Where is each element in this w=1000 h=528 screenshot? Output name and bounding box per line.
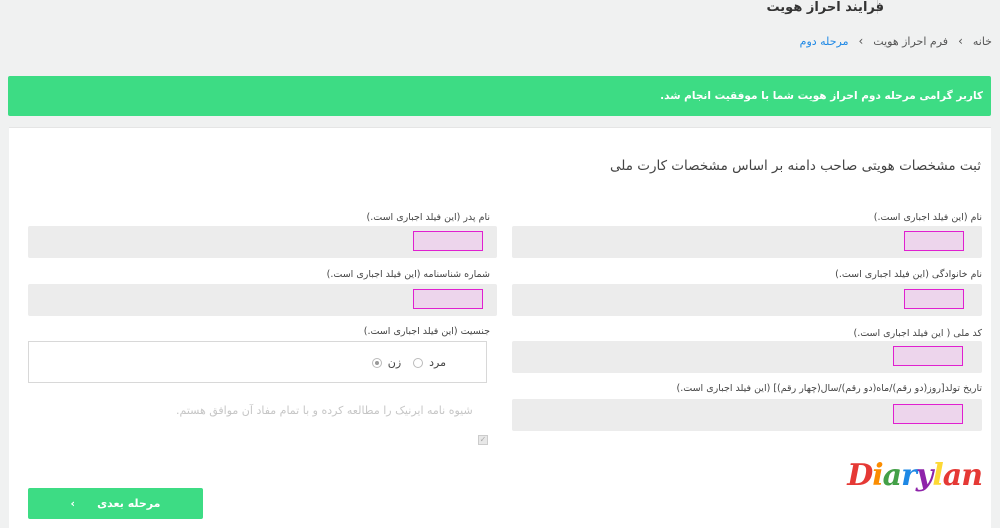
father-name-label: نام پدر (این فیلد اجباری است.) xyxy=(366,212,490,223)
first-name-highlight xyxy=(904,231,964,251)
next-step-button[interactable] xyxy=(28,488,203,519)
id-number-input[interactable] xyxy=(28,284,497,316)
breadcrumb-separator-icon: › xyxy=(958,34,963,48)
agreement-checkbox[interactable]: ✓ xyxy=(479,435,487,444)
national-code-highlight xyxy=(893,346,963,366)
male-radio[interactable] xyxy=(413,358,423,368)
page-title: فرایند احراز هویت xyxy=(766,0,884,15)
next-step-label: مرحله بعدی xyxy=(97,497,161,510)
birth-date-label: تاریخ تولد[روز(دو رقم)/ماه(دو رقم)/سال(چهار رقم)] (این فیلد اجباری است.) xyxy=(676,383,982,394)
chevron-right-icon: › xyxy=(70,497,76,510)
first-name-label: نام (این فیلد اجباری است.) xyxy=(873,212,982,223)
gender-option-male[interactable] xyxy=(413,356,446,369)
success-alert xyxy=(8,76,991,116)
breadcrumb-home[interactable]: خانه xyxy=(972,34,992,48)
national-code-label: کد ملی ( این فیلد اجباری است.) xyxy=(853,328,982,339)
first-name-input[interactable] xyxy=(512,226,982,258)
success-alert-message: کاربر گرامی مرحله دوم احراز هویت شما با موفقیت انجام شد. xyxy=(660,90,983,102)
gender-option-male-label: مرد xyxy=(429,356,446,369)
gender-radio-group xyxy=(372,356,446,369)
gender-option-female-label: زن xyxy=(387,356,402,369)
last-name-input[interactable] xyxy=(512,284,982,316)
gender-option-female[interactable] xyxy=(372,356,401,369)
form-title: ثبت مشخصات هویتی صاحب دامنه بر اساس مشخصات کارت ملی xyxy=(610,158,981,174)
breadcrumb-identity-form[interactable]: فرم احراز هویت xyxy=(873,34,949,48)
id-number-label: شماره شناسنامه (این فیلد اجباری است.) xyxy=(326,269,490,280)
gender-label: جنسیت (این فیلد اجباری است.) xyxy=(363,326,490,337)
father-name-input[interactable] xyxy=(28,226,497,258)
father-name-highlight xyxy=(413,231,483,251)
female-radio[interactable] xyxy=(372,358,382,368)
breadcrumb-separator-icon: › xyxy=(858,34,864,48)
gender-group xyxy=(28,341,487,383)
last-name-highlight xyxy=(904,289,964,309)
identity-form-card xyxy=(9,127,991,528)
last-name-label: نام خانوادگی (این فیلد اجباری است.) xyxy=(835,269,982,280)
agreement-text: شیوه نامه ایرنیک را مطالعه کرده و با تمام مفاد آن موافق هستم. xyxy=(176,404,473,417)
breadcrumb xyxy=(800,34,992,48)
diarylan-logo: Diarylan xyxy=(847,458,982,493)
birth-date-input[interactable] xyxy=(512,399,982,431)
id-number-highlight xyxy=(413,289,483,309)
national-code-input[interactable] xyxy=(512,341,982,373)
breadcrumb-current: مرحله دوم xyxy=(799,34,849,48)
birth-date-highlight xyxy=(893,404,963,424)
